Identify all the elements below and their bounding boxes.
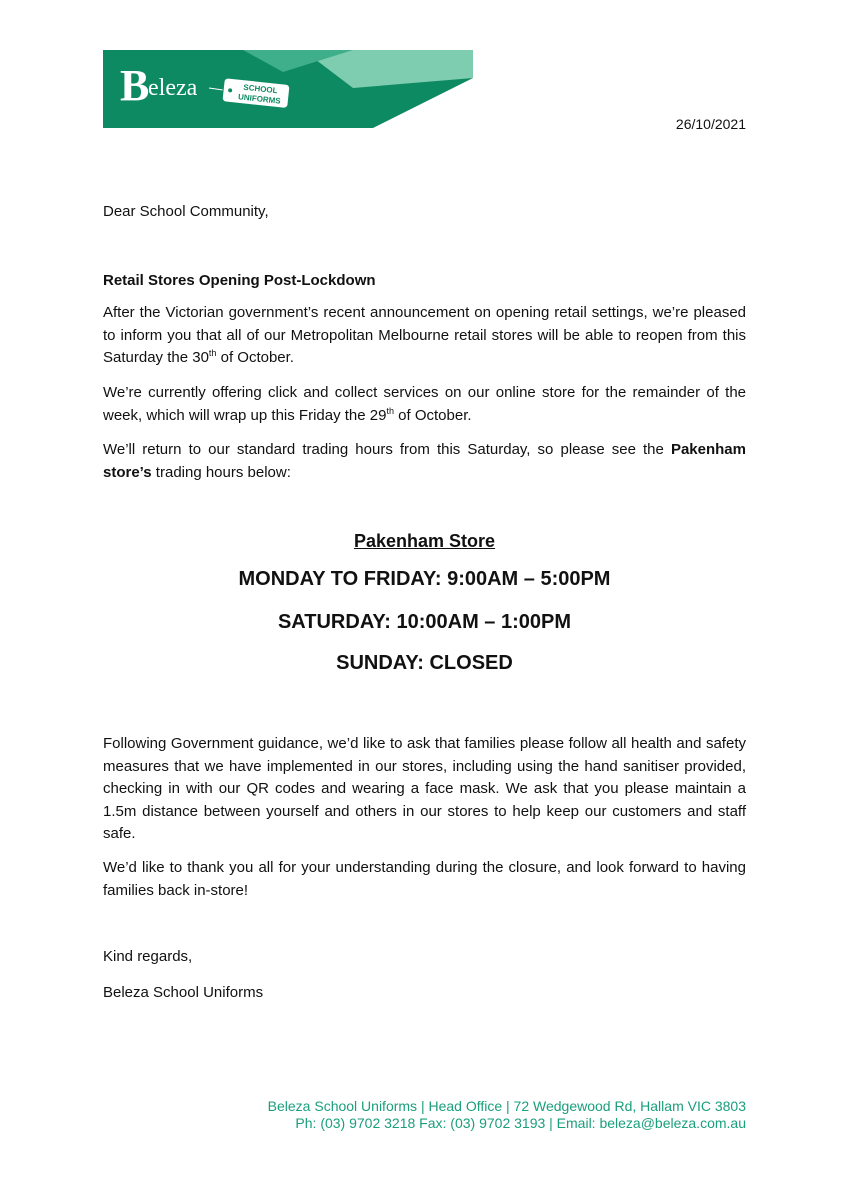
paragraph-reopening: After the Victorian government’s recent announcement on opening retail settings, we’re pleased to inform you that all of our Metropolitan Melbourne retail stores will be able to reopen from this Saturday the 30th of October.: [103, 304, 746, 366]
logo-tag-line2: UNIFORMS: [237, 92, 282, 106]
hours-sunday: SUNDAY: CLOSED: [336, 652, 513, 674]
logo-wordmark-initial: B: [120, 61, 150, 110]
footer-address: Beleza School Uniforms | Head Office | 72 Wedgewood Rd, Hallam VIC 3803: [267, 1098, 746, 1114]
store-title: Pakenham Store: [353, 531, 496, 551]
paragraph-click-collect: We’re currently offering click and collect services on our online store for the remainder of the week, which will wrap up this Friday the 29th of October.: [103, 384, 746, 424]
sign-off: Kind regards,: [103, 948, 193, 965]
letter-date: 26/10/2021: [675, 116, 746, 132]
hours-weekdays: MONDAY TO FRIDAY: 9:00AM – 5:00PM: [238, 568, 611, 590]
logo-wordmark: eleza: [148, 75, 198, 101]
logo-tag-line1: SCHOOL: [242, 82, 278, 96]
footer: [268, 1098, 746, 1132]
letter-heading: Retail Stores Opening Post-Lockdown: [103, 272, 376, 289]
paragraph-safety: Following Government guidance, we’d like to ask that families please follow all health and safety measures that we have implemented in our stores, including using the hand sanitiser provided, checking in with our QR codes and wearing a face mask. We ask that you please maintain a 1.5m distance between yourself and others in our stores to help keep our customers and staff safe.: [103, 735, 746, 842]
paragraph-trading-hours: We’ll return to our standard trading hours from this Saturday, so please see the Pakenham store’s trading hours below:: [103, 441, 746, 481]
hours-saturday: SATURDAY: 10:00AM – 1:00PM: [277, 611, 572, 633]
logo-banner: [103, 50, 473, 130]
paragraph-thanks: We’d like to thank you all for your understanding during the closure, and look forward to having families back in-store!: [103, 859, 746, 899]
greeting: Dear School Community,: [103, 203, 269, 220]
signature: Beleza School Uniforms: [103, 984, 264, 1001]
beleza-logo: [103, 50, 473, 130]
footer-contact: Ph: (03) 9702 3218 Fax: (03) 9702 3193 | Email: beleza@beleza.com.au: [295, 1115, 746, 1131]
